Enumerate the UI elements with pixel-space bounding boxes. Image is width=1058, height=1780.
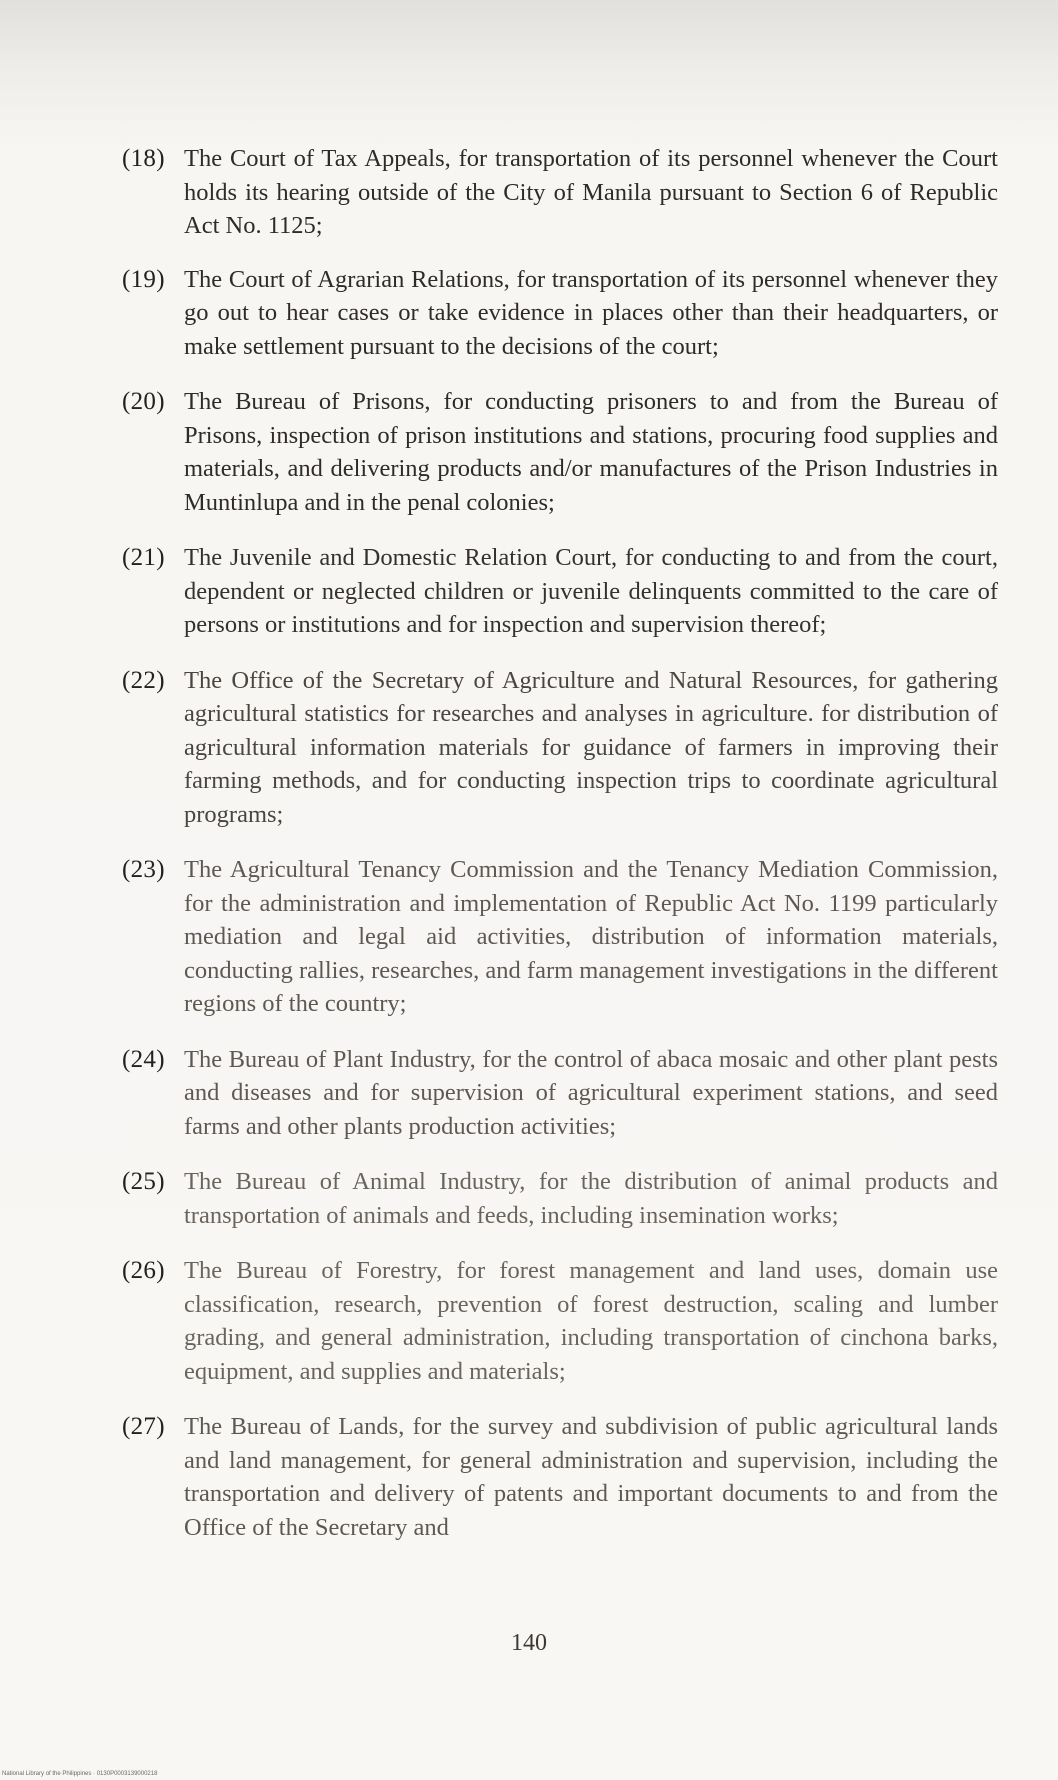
entry-24 xyxy=(122,1043,998,1144)
entry-text: The Court of Tax Appeals, for transportation of its personnel whenever the Court holds its hearing outside of the City of Manila pursuant to Section 6 of Republic Act No. 1125; xyxy=(184,145,998,239)
entry-number: (19) xyxy=(122,265,165,293)
entry-19 xyxy=(122,263,998,364)
entry-25 xyxy=(122,1165,998,1232)
entry-20 xyxy=(122,385,998,519)
entry-text: The Juvenile and Domestic Relation Court, for conducting to and from the court, dependent or neglected children or juvenile delinquents committed to the care of persons or institutions and for inspection and supervision thereof; xyxy=(184,544,998,638)
entry-text: The Bureau of Prisons, for conducting prisoners to and from the Bureau of Prisons, inspection of prison institutions and stations, procuring food supplies and materials, and delivering products and/or manufactures of the Prison Industries in Muntinlupa and in the penal colonies; xyxy=(184,388,998,516)
entry-22 xyxy=(122,664,998,832)
entry-number: (23) xyxy=(122,856,165,883)
entry-26 xyxy=(122,1254,998,1388)
entry-list xyxy=(122,142,998,1544)
entry-text: The Office of the Secretary of Agriculture and Natural Resources, for gathering agricultural statistics for researches and analyses in agriculture. for distribution of agricultural information materials for guidance of farmers in improving their farming methods, and for conducting inspection trips to coordinate agricultural programs; xyxy=(184,666,998,828)
entry-number: (27) xyxy=(122,1413,165,1440)
entry-text: The Bureau of Plant Industry, for the control of abaca mosaic and other plant pests and diseases and for supervision of agricultural experiment stations, and seed farms and other plants production activities; xyxy=(184,1045,998,1140)
entry-18 xyxy=(122,142,998,243)
entry-text: The Bureau of Forestry, for forest management and land uses, domain use classification, research, prevention of forest destruction, scaling and lumber grading, and general administration, including transportation of cinchona barks, equipment, and supplies and materials; xyxy=(184,1257,998,1385)
page-number: 140 xyxy=(511,1630,547,1656)
entry-number: (21) xyxy=(122,544,165,571)
scan-credit-footer: National Library of the Philippines · 0130P0003139000218 xyxy=(2,1771,158,1777)
entry-text: The Court of Agrarian Relations, for transportation of its personnel whenever they go out to hear cases or take evidence in places other than their headquarters, or make settlement pursuant to the decisions of the court; xyxy=(184,265,998,360)
entry-text: The Agricultural Tenancy Commission and the Tenancy Mediation Commission, for the administration and implementation of Republic Act No. 1199 particularly mediation and legal aid activities, distribution of information materials, conducting rallies, researches, and farm management investigations in the different regions of the country; xyxy=(184,856,998,1017)
entry-number: (20) xyxy=(122,388,165,415)
entry-23 xyxy=(122,853,998,1021)
entry-text: The Bureau of Lands, for the survey and subdivision of public agricultural lands and land management, for general administration and supervision, including the transportation and delivery of patents and important documents to and from the Office of the Secretary and xyxy=(184,1413,998,1541)
entry-21 xyxy=(122,541,998,642)
entry-text: The Bureau of Animal Industry, for the distribution of animal products and transportation of animals and feeds, including insemination works; xyxy=(184,1168,998,1229)
entry-27 xyxy=(122,1410,998,1544)
entry-number: (26) xyxy=(122,1257,165,1284)
entry-number: (24) xyxy=(122,1045,165,1073)
entry-number: (18) xyxy=(122,145,165,172)
entry-number: (25) xyxy=(122,1168,165,1195)
entry-number: (22) xyxy=(122,666,165,694)
